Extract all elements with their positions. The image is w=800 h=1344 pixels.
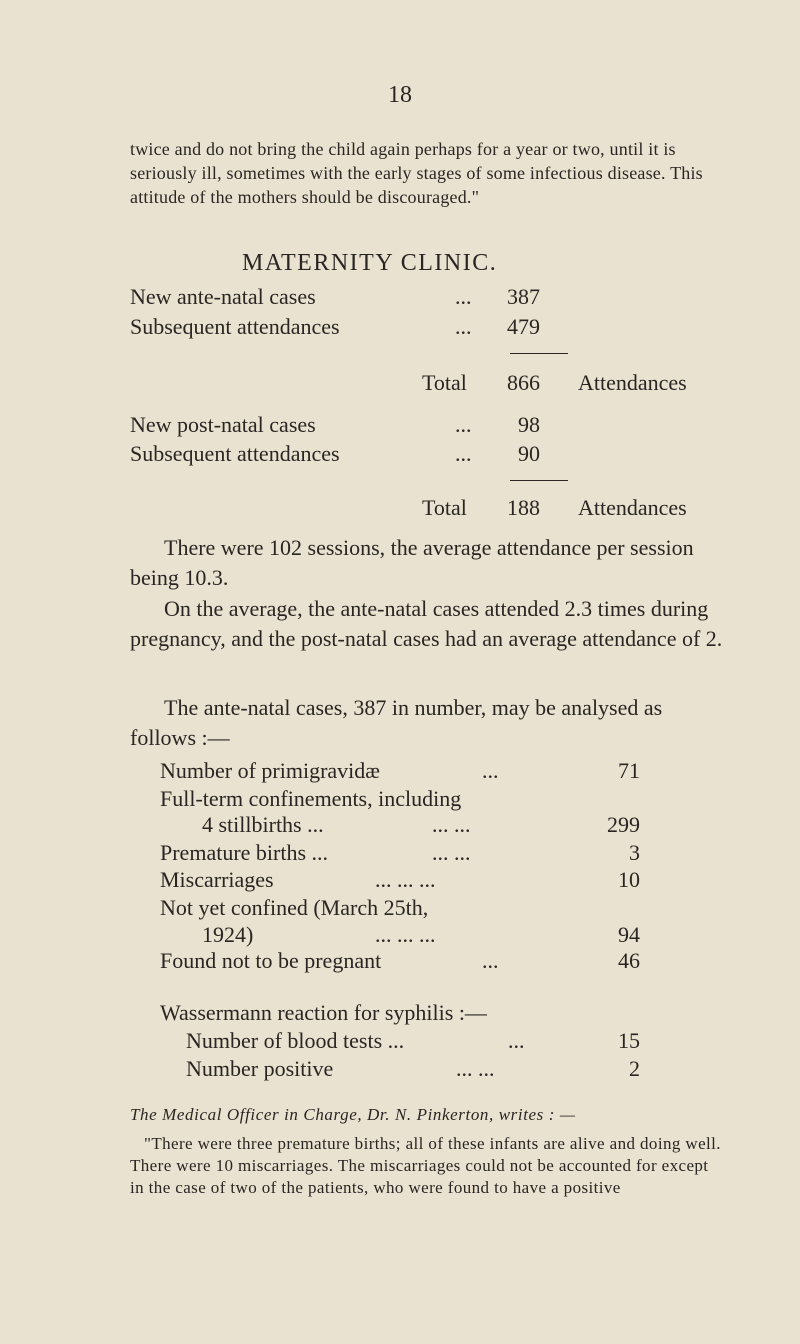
total-value: 866	[507, 370, 540, 395]
row-label: Premature births ...	[160, 840, 329, 865]
row-value: 3	[629, 840, 640, 865]
wassermann-heading-text: Wassermann reaction for syphilis :—	[160, 1000, 487, 1025]
row-leader-dots: ... ...	[432, 840, 471, 865]
row-label: 4 stillbirths ...	[202, 812, 324, 837]
row-value: 98	[518, 412, 540, 437]
row-value: 10	[618, 867, 640, 892]
clinic-heading: MATERNITY CLINIC.	[242, 250, 498, 276]
row-label: Full-term confinements, including	[160, 786, 462, 811]
row-leader-dots: ... ... ...	[375, 922, 436, 947]
row-leader-dots: ...	[455, 314, 472, 339]
quote-paragraph	[130, 1133, 726, 1199]
row-leader-dots: ...	[455, 284, 472, 309]
row-label: Subsequent attendances	[130, 441, 340, 466]
row-value: 299	[607, 812, 640, 837]
row-label: Number of primigravidæ	[160, 758, 380, 783]
analysis-intro-text: The ante-natal cases, 387 in number, may be analysed as follows :—	[130, 695, 663, 750]
row-label: Subsequent attendances	[130, 314, 340, 339]
total-value: 188	[507, 495, 540, 520]
row-value: 15	[618, 1028, 640, 1053]
row-label: Miscarriages	[160, 867, 274, 892]
total-label: Total	[422, 495, 467, 520]
row-value: 71	[618, 758, 640, 783]
row-leader-dots: ...	[482, 948, 499, 973]
analysis-intro-paragraph	[130, 693, 730, 753]
row-leader-dots: ...	[455, 412, 472, 437]
sum-rule	[510, 480, 568, 481]
intro-text: twice and do not bring the child again perhaps for a year or two, until it is seriously ill, sometimes with the early stages of some infectious disease. This attitude of the mothers should be discouraged."	[130, 139, 703, 207]
row-label: Found not to be pregnant	[160, 948, 382, 973]
sessions-paragraph	[130, 533, 730, 593]
row-value: 46	[618, 948, 640, 973]
row-value: 94	[618, 922, 640, 947]
row-leader-dots: ...	[508, 1028, 525, 1053]
intro-paragraph	[130, 137, 730, 209]
row-label: Number of blood tests ...	[186, 1028, 405, 1053]
row-value: 2	[629, 1056, 640, 1081]
total-unit: Attendances	[578, 370, 687, 395]
page-number: 18	[388, 82, 412, 108]
row-label: Number positive	[186, 1056, 334, 1081]
total-label: Total	[422, 370, 467, 395]
row-value: 479	[507, 314, 540, 339]
quote-text: "There were three premature births; all of these infants are alive and doing well. There were 10 miscarriages. The miscarriages could not be accounted for except in the case of two of the patients, who were found to have a positive	[130, 1134, 721, 1197]
row-leader-dots: ... ... ...	[375, 867, 436, 892]
sessions-text: There were 102 sessions, the average attendance per session being 10.3.	[130, 535, 694, 590]
row-label: New post-natal cases	[130, 412, 316, 437]
average-text: On the average, the ante-natal cases attended 2.3 times during pregnancy, and the post-natal cases had an average attendance of 2.	[130, 596, 723, 651]
row-leader-dots: ...	[482, 758, 499, 783]
row-label: Not yet confined (March 25th,	[160, 895, 429, 920]
row-value: 90	[518, 441, 540, 466]
row-label: 1924)	[202, 922, 254, 947]
row-label: New ante-natal cases	[130, 284, 316, 309]
officer-line: The Medical Officer in Charge, Dr. N. Pinkerton, writes : —	[130, 1105, 576, 1124]
total-unit: Attendances	[578, 495, 687, 520]
row-value: 387	[507, 284, 540, 309]
average-paragraph	[130, 594, 730, 654]
row-leader-dots: ...	[455, 441, 472, 466]
row-leader-dots: ... ...	[432, 812, 471, 837]
row-leader-dots: ... ...	[456, 1056, 495, 1081]
sum-rule	[510, 353, 568, 354]
